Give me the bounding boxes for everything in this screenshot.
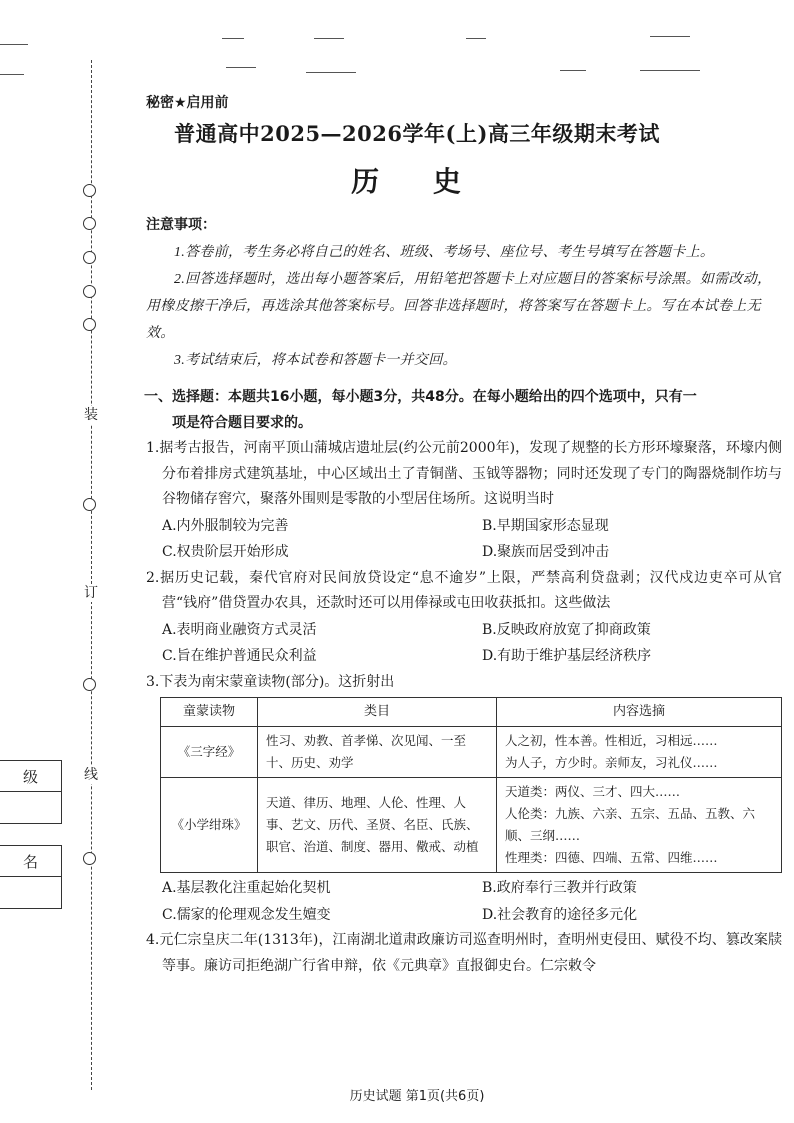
binding-hole-icon	[83, 285, 96, 298]
secret-label: 秘密★启用前	[146, 95, 229, 111]
binding-hole-icon	[83, 852, 96, 865]
notice-item: 2.回答选择题时，选出每小题答案后，用铅笔把答题卡上对应题目的答案标号涂黑。如需改动，用橡皮擦干净后，再选涂其他答案标号。回答非选择题时，将答案写在答题卡上。写在本试卷上无效。	[146, 272, 772, 341]
binding-hole-icon	[83, 251, 96, 264]
binding-hole-icon	[83, 217, 96, 230]
option-list	[146, 875, 782, 928]
reading-materials-table	[160, 697, 782, 873]
binding-hole-icon	[83, 678, 96, 691]
table-header-cell: 童蒙读物	[161, 698, 258, 727]
scan-mark	[0, 44, 28, 45]
class-field-label: 级	[0, 761, 61, 792]
option-list	[146, 617, 782, 670]
question-stem: 2.据历史记载，秦代官府对民间放贷设定“息不逾岁”上限，严禁高利贷盘剥；汉代戍边吏卒可从官营“钱府”借贷置办农具，还款时还可以用俸禄或屯田收获抵扣。这些做法	[146, 569, 782, 611]
scan-mark	[226, 67, 256, 68]
table-row	[161, 778, 782, 873]
scan-mark	[640, 70, 700, 71]
question-stem: 3.下表为南宋蒙童读物(部分)。这折射出	[146, 673, 395, 690]
option-list	[146, 513, 782, 566]
class-field-box[interactable]	[0, 760, 62, 824]
scan-mark	[306, 72, 356, 73]
section-heading-line: 一、选择题：本题共16小题，每小题3分，共48分。在每小题给出的四个选项中，只有一	[144, 389, 697, 405]
content-line: 天道类：两仪、三才、四大……	[505, 784, 681, 799]
book-name-cell: 《小学绀珠》	[161, 778, 258, 873]
notice-title: 注意事项：	[146, 217, 216, 233]
table-row	[161, 727, 782, 778]
content-cell	[497, 727, 782, 778]
name-field-label: 名	[0, 846, 61, 877]
subject-title: 历 史	[351, 165, 483, 198]
option-c[interactable]: C.权贵阶层开始形成	[162, 544, 289, 560]
name-field-box[interactable]	[0, 845, 62, 909]
notice-block	[146, 212, 782, 374]
content-line: 人之初，性本善。性相近，习相远……	[505, 733, 718, 748]
scan-mark	[222, 38, 244, 39]
content-cell	[497, 778, 782, 873]
book-name-cell: 《三字经》	[161, 727, 258, 778]
notice-item: 1.答卷前，考生务必将自己的姓名、班级、考场号、座位号、考生号填写在答题卡上。	[174, 245, 715, 260]
table-header-row	[161, 698, 782, 727]
binding-char-xian: 线	[84, 767, 98, 783]
category-cell: 天道、律历、地理、人伦、性理、人事、艺文、历代、圣贤、名臣、氏族、职官、治道、制度、器用、儆戒、动植	[258, 778, 497, 873]
content-line: 性理类：四德、四端、五常、四维……	[505, 850, 718, 865]
option-d[interactable]: D.社会教育的途径多元化	[482, 906, 638, 923]
option-a[interactable]: A.表明商业融资方式灵活	[162, 621, 317, 638]
option-c[interactable]: C.儒家的伦理观念发生嬗变	[162, 906, 331, 923]
question-2	[146, 566, 782, 670]
option-b[interactable]: B.反映政府放宽了抑商政策	[482, 621, 651, 638]
scan-mark	[560, 70, 586, 71]
exam-content	[146, 212, 782, 979]
question-3	[146, 670, 782, 929]
section-heading-line: 项是符合题目要求的。	[172, 415, 312, 431]
scan-mark	[650, 36, 690, 37]
class-field-blank[interactable]	[0, 792, 61, 823]
question-4	[146, 928, 782, 979]
exam-title: 普通高中2025—2026学年(上)高三年级期末考试	[174, 121, 660, 146]
content-line: 为人子，方少时。亲师友，习礼仪……	[505, 755, 718, 770]
option-a[interactable]: A.内外服制较为完善	[162, 517, 289, 534]
option-b[interactable]: B.政府奉行三教并行政策	[482, 880, 637, 896]
option-b[interactable]: B.早期国家形态显现	[482, 517, 609, 534]
binding-line	[91, 60, 92, 1090]
name-field-blank[interactable]	[0, 877, 61, 908]
section-heading	[144, 384, 782, 436]
scan-mark	[314, 38, 344, 39]
option-c[interactable]: C.旨在维护普通民众利益	[162, 648, 317, 664]
notice-item: 3.考试结束后，将本试卷和答题卡一并交回。	[174, 353, 457, 368]
binding-char-ding: 订	[84, 585, 98, 601]
page-footer: 历史试题 第1页(共6页)	[349, 1089, 485, 1104]
question-stem: 1.据考古报告，河南平顶山蒲城店遗址层(约公元前2000年)，发现了规整的长方形环壕聚落，环壕内侧分布着排房式建筑基址，中心区域出土了青铜凿、玉钺等器物；同时还发现了专门的陶器烧制作坊与谷物储存窖穴，聚落外围则是零散的小型居住场所。这说明当时	[146, 440, 782, 507]
scan-mark	[0, 74, 24, 75]
binding-hole-icon	[83, 498, 96, 511]
binding-hole-icon	[83, 318, 96, 331]
table-header-cell: 类目	[258, 698, 497, 727]
table-header-cell: 内容选摘	[497, 698, 782, 727]
option-d[interactable]: D.聚族而居受到冲击	[482, 544, 610, 560]
binding-char-zhuang: 装	[84, 407, 98, 423]
question-1	[146, 436, 782, 566]
category-cell: 性习、劝教、首孝悌、次见闻、一至十、历史、劝学	[258, 727, 497, 778]
content-line: 人伦类：九族、六亲、五宗、五品、五教、六顺、三纲……	[505, 806, 756, 843]
option-d[interactable]: D.有助于维护基层经济秩序	[482, 648, 652, 664]
option-a[interactable]: A.基层教化注重起始化契机	[162, 880, 331, 896]
question-stem: 4.元仁宗皇庆二年(1313年)，江南湖北道肃政廉访司巡查明州时，查明州吏侵田、赋役不均、篡改案牍等事。廉访司拒绝湖广行省申辩，依《元典章》直报御史台。仁宗敕令	[146, 932, 782, 974]
scan-mark	[466, 38, 486, 39]
